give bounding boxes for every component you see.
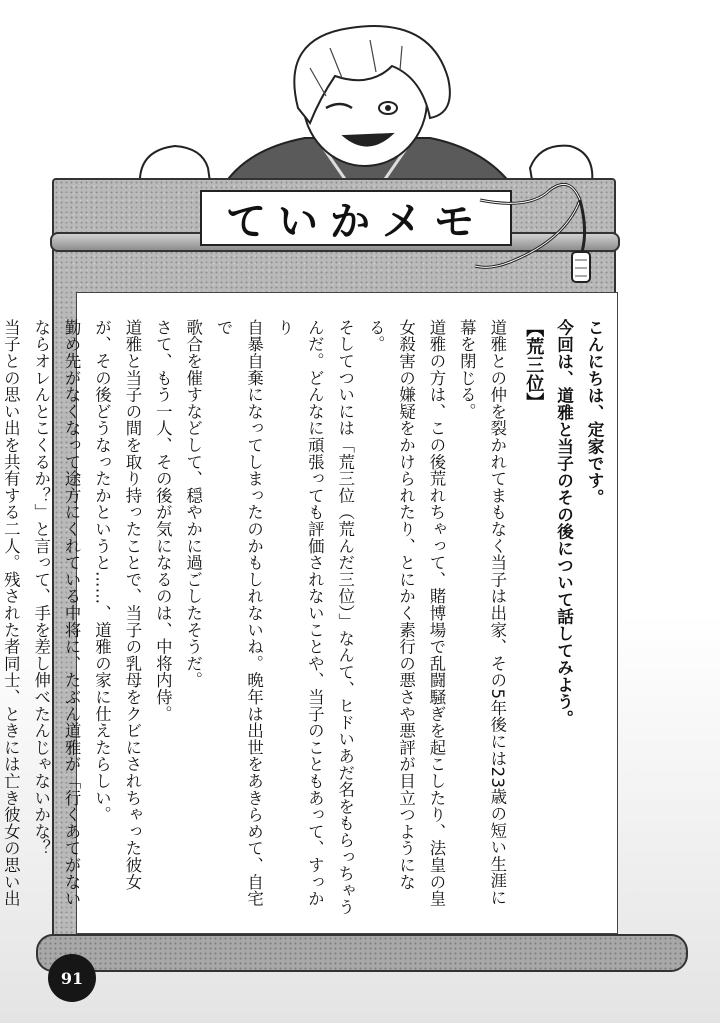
paragraph-line: 勤め先がなくなって途方にくれている中将に、たぶん道雅が「行くあてがない bbox=[62, 319, 82, 907]
paragraph-line: 幕を閉じる。 bbox=[457, 319, 477, 420]
paragraph-line: 自暴自棄になってしまったのかもしれないね。晩年は出世をあきらめて、自宅で bbox=[214, 319, 264, 907]
memo-title-label bbox=[200, 190, 512, 246]
tassel-cord-icon bbox=[470, 170, 620, 290]
paragraph-line: が、その後どうなったかというと……、道雅の家に仕えたらしい。 bbox=[92, 319, 112, 823]
memo-title: ていかメモ bbox=[226, 198, 486, 245]
page-number-badge bbox=[48, 954, 96, 1002]
paragraph-line: さて、もう一人、その後が気になるのは、中将内侍。 bbox=[153, 319, 173, 723]
paragraph-line: 当子との思い出を共有する二人。残された者同士、ときには亡き彼女の思い出 bbox=[1, 319, 21, 907]
paragraph-line: 道雅と当子の間を取り持ったことで、当子の乳母をクビにされちゃった彼女 bbox=[122, 319, 142, 891]
paragraph-line: 歌合を催すなどして、穏やかに過ごしたそうだ。 bbox=[183, 319, 203, 689]
memo-text-panel bbox=[1, 292, 618, 934]
paragraph-line: 女殺害の嫌疑をかけられたり、とにかく素行の悪さや悪評が目立つようになる。 bbox=[366, 319, 416, 891]
page-number: 91 bbox=[60, 968, 84, 988]
scroll-bottom-rod bbox=[36, 934, 688, 972]
intro-line: 今回は、道雅と当子のその後について話してみよう。 bbox=[554, 319, 574, 727]
paragraph-line: 道雅との仲を裂かれてまもなく当子は出家、その5年後には23歳の短い生涯に bbox=[487, 319, 507, 906]
memo-body bbox=[0, 319, 609, 919]
section-heading: 【荒三位】 bbox=[523, 319, 545, 411]
paragraph-line: んだ。どんなに頑張っても評価されないことや、当子のこともあって、すっかり bbox=[274, 319, 325, 907]
intro-line: こんにちは、定家です。 bbox=[585, 319, 604, 506]
paragraph-line: 道雅の方は、この後荒れちゃって、賭博場で乱闘騒ぎを起こしたり、法皇の皇 bbox=[426, 319, 446, 907]
paragraph-line: そしてついには「荒三位（荒んだ三位）」なんて、ヒドいあだ名をもらっちゃう bbox=[335, 319, 355, 916]
paragraph-line: ならオレんとこくるか？」と言って、手を差し伸べたんじゃないかな？ bbox=[31, 319, 51, 857]
